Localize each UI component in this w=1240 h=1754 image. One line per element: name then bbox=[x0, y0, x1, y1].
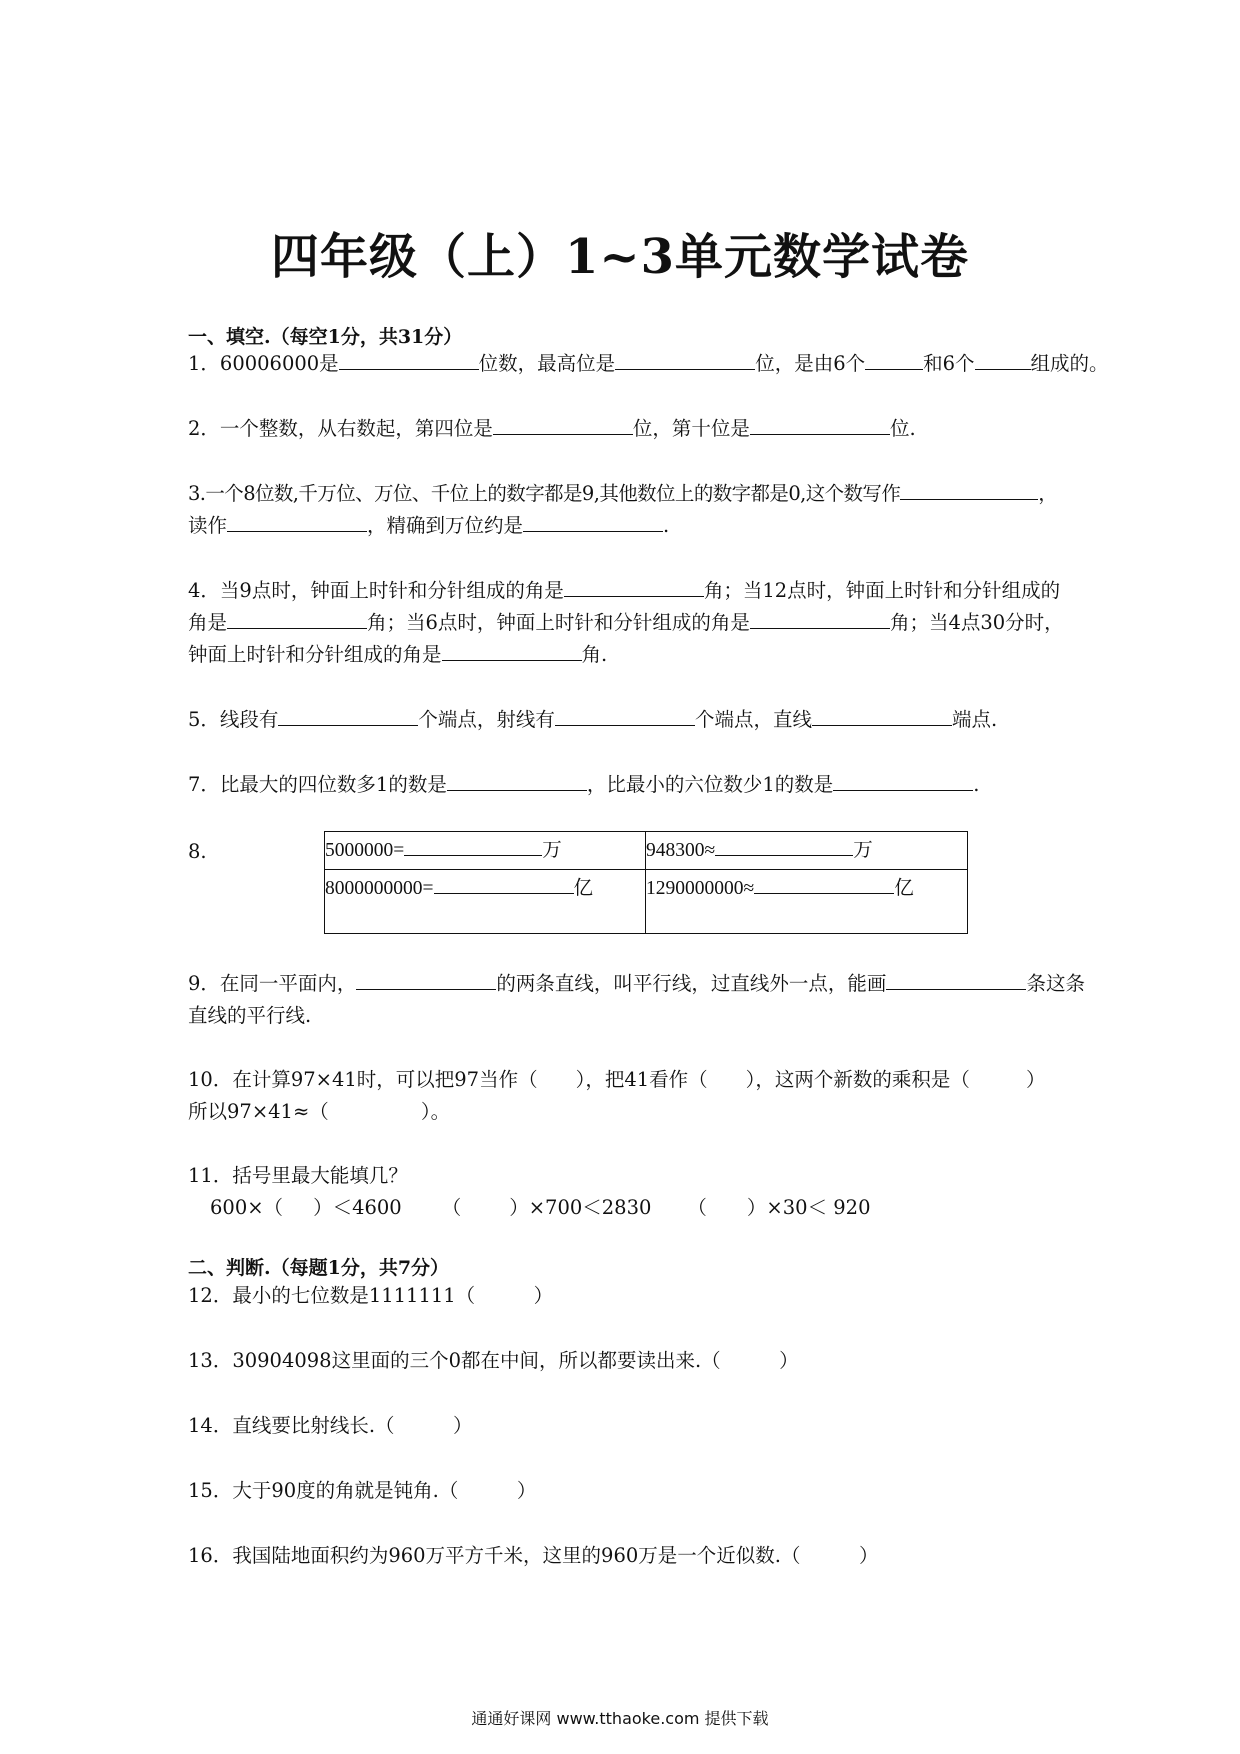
answer-blank[interactable] bbox=[833, 770, 973, 791]
answer-blank[interactable] bbox=[715, 835, 853, 856]
question-2: 2．一个整数，从右数起，第四位是 位，第十位是 位. bbox=[188, 413, 916, 445]
answer-blank[interactable] bbox=[227, 511, 367, 532]
answer-blank[interactable] bbox=[564, 576, 704, 597]
question-4-line-2: 角是 角；当6点时，钟面上时针和分针组成的角是 角；当4点30分时， bbox=[188, 607, 1064, 639]
answer-blank[interactable] bbox=[615, 349, 755, 370]
question-3-line-2: 读作 ，精确到万位约是 . bbox=[188, 510, 669, 542]
question-5: 5．线段有 个端点，射线有 个端点，直线 端点. bbox=[188, 704, 997, 736]
table-cell: 8000000000= 亿 bbox=[325, 870, 646, 934]
question-13: 13．30904098这里面的三个0都在中间，所以都要读出来.（ ） bbox=[188, 1349, 799, 1372]
answer-blank[interactable] bbox=[404, 835, 542, 856]
answer-blank[interactable] bbox=[886, 969, 1026, 990]
question-10: 10．在计算97×41时，可以把97当作（ ），把41看作（ ），这两个新数的乘积是（ ） bbox=[188, 1068, 1046, 1091]
question-12: 12．最小的七位数是1111111（ ） bbox=[188, 1284, 554, 1307]
section-1-heading: 一、填空.（每空1分，共31分） bbox=[188, 326, 463, 348]
question-7: 7．比最大的四位数多1的数是 ，比最小的六位数少1的数是 . bbox=[188, 769, 979, 801]
answer-blank[interactable] bbox=[754, 873, 894, 894]
page-title: 四年级（上）1~3单元数学试卷 bbox=[270, 229, 970, 285]
answer-blank[interactable] bbox=[523, 511, 663, 532]
answer-blank[interactable] bbox=[227, 608, 367, 629]
answer-blank[interactable] bbox=[865, 349, 923, 370]
answer-blank[interactable] bbox=[750, 414, 890, 435]
answer-blank[interactable] bbox=[278, 705, 418, 726]
footer-credit: 通通好课网 www.tthaoke.com 提供下载 bbox=[471, 1709, 769, 1728]
question-9-line-2: 直线的平行线. bbox=[188, 1004, 312, 1027]
answer-blank[interactable] bbox=[447, 770, 587, 791]
question-11: 11．括号里最大能填几？ bbox=[188, 1164, 408, 1187]
answer-blank[interactable] bbox=[339, 349, 479, 370]
question-14: 14．直线要比射线长.（ ） bbox=[188, 1414, 473, 1437]
question-3: 3.一个8位数,千万位、万位、千位上的数字都是9,其他数位上的数字都是0,这个数写作 ， bbox=[188, 478, 1058, 510]
answer-blank[interactable] bbox=[812, 705, 952, 726]
table-cell: 1290000000≈ 亿 bbox=[646, 870, 968, 934]
table-cell: 5000000= 万 bbox=[325, 832, 646, 870]
question-10-line-2: 所以97×41≈（ ）。 bbox=[188, 1100, 451, 1123]
answer-blank[interactable] bbox=[750, 608, 890, 629]
answer-blank[interactable] bbox=[555, 705, 695, 726]
answer-blank[interactable] bbox=[493, 414, 633, 435]
answer-blank[interactable] bbox=[900, 479, 1038, 500]
question-4-line-3: 钟面上时针和分针组成的角是 角. bbox=[188, 639, 607, 671]
answer-blank[interactable] bbox=[442, 640, 582, 661]
answer-blank[interactable] bbox=[356, 969, 496, 990]
question-8-number: 8. bbox=[188, 840, 207, 863]
question-4: 4．当9点时，钟面上时针和分针组成的角是 角；当12点时，钟面上时针和分针组成的 bbox=[188, 575, 1060, 607]
question-9: 9．在同一平面内， 的两条直线，叫平行线，过直线外一点，能画 条这条 bbox=[188, 968, 1085, 1000]
answer-blank[interactable] bbox=[975, 349, 1031, 370]
table-cell: 948300≈ 万 bbox=[646, 832, 968, 870]
answer-blank[interactable] bbox=[434, 873, 574, 894]
question-1: 1．60006000是 位数，最高位是 位，是由6个 和6个 组成的。 bbox=[188, 348, 1109, 380]
question-11-items: 600×（ ）＜4600 （ ）×700＜2830 （ ）×30＜ 920 bbox=[210, 1196, 871, 1219]
question-15: 15．大于90度的角就是钝角.（ ） bbox=[188, 1479, 537, 1502]
section-2-heading: 二、判断.（每题1分，共7分） bbox=[188, 1257, 450, 1279]
conversion-table bbox=[324, 831, 968, 934]
question-16: 16．我国陆地面积约为960万平方千米，这里的960万是一个近似数.（ ） bbox=[188, 1544, 879, 1567]
